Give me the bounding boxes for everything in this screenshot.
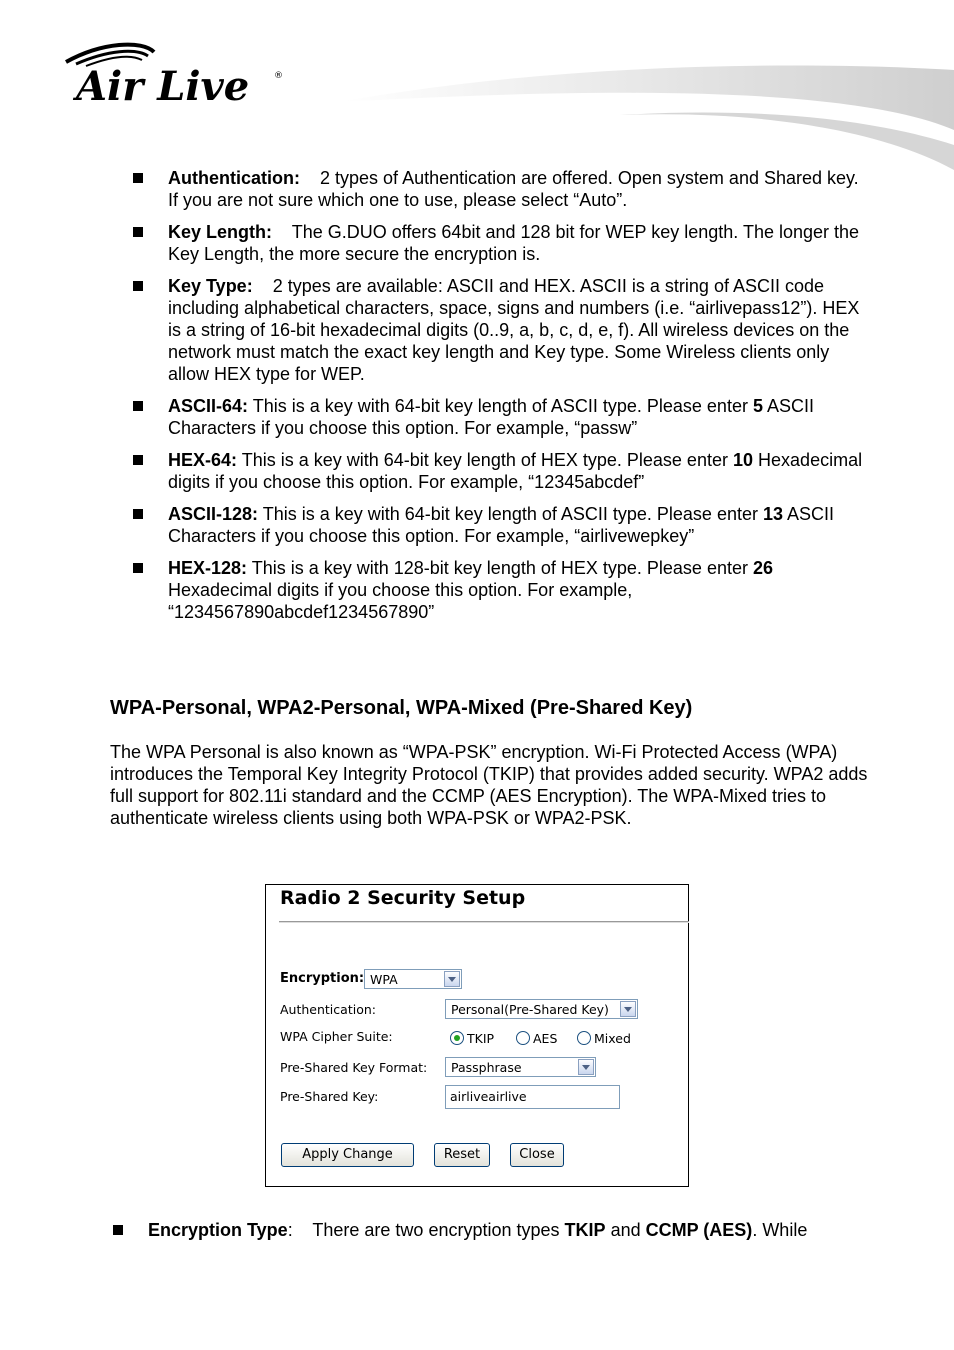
chevron-down-icon xyxy=(620,1001,636,1017)
bullet-square-icon xyxy=(133,509,143,519)
bullet-square-icon xyxy=(133,227,143,237)
cipher-aes-radio[interactable]: AES xyxy=(516,1031,557,1046)
reset-button[interactable]: Reset xyxy=(434,1143,490,1167)
apply-change-button[interactable]: Apply Change xyxy=(281,1143,414,1167)
radio-unchecked-icon xyxy=(577,1031,591,1045)
list-item: Authentication: 2 types of Authentication are offered. Open system and Shared key. If you are not sure which one to use, please select “Auto”. xyxy=(130,167,870,211)
bullet-square-icon xyxy=(133,563,143,573)
encryption-select[interactable]: WPA xyxy=(364,969,462,989)
section-heading: WPA-Personal, WPA2-Personal, WPA-Mixed (Pre-Shared Key) xyxy=(110,697,693,719)
wep-option-list xyxy=(130,167,870,633)
cipher-tkip-radio[interactable]: TKIP xyxy=(450,1031,494,1046)
bullet-square-icon xyxy=(133,281,143,291)
close-button[interactable]: Close xyxy=(510,1143,564,1167)
chevron-down-icon xyxy=(444,971,460,987)
section-paragraph: The WPA Personal is also known as “WPA-PSK” encryption. Wi-Fi Protected Access (WPA) introduces the Temporal Key Integrity Protocol (TKIP) that provides added security. WPA2 adds full support for 802.11i standard and the CCMP (AES Encryption). The WPA-Mixed tries to authenticate wireless clients using both WPA-PSK or WPA2-PSK. xyxy=(110,742,868,828)
list-item: ASCII-64: This is a key with 64-bit key length of ASCII type. Please enter 5 ASCII Characters if you choose this option. For example, “passw” xyxy=(130,395,870,439)
bullet-square-icon xyxy=(133,401,143,411)
list-item: HEX-128: This is a key with 128-bit key length of HEX type. Please enter 26 Hexadecimal digits if you choose this option. For example, “1234567890abcdef1234567890” xyxy=(130,557,870,623)
radio-checked-icon xyxy=(450,1031,464,1045)
authentication-select[interactable]: Personal(Pre-Shared Key) xyxy=(445,999,638,1019)
encryption-label: Encryption: xyxy=(280,971,365,986)
cipher-suite-label: WPA Cipher Suite: xyxy=(280,1029,393,1044)
setup-title: Radio 2 Security Setup xyxy=(280,887,526,909)
airlive-logo xyxy=(62,40,292,110)
encryption-type-item: Encryption Type: There are two encryption types TKIP and CCMP (AES). While xyxy=(110,1219,890,1241)
bullet-square-icon xyxy=(113,1225,123,1235)
list-item: Key Length: The G.DUO offers 64bit and 128 bit for WEP key length. The longer the Key Length, the more secure the encryption is. xyxy=(130,221,870,265)
trademark-mark: ® xyxy=(274,71,283,81)
psk-format-select[interactable]: Passphrase xyxy=(445,1057,596,1077)
psk-label: Pre-Shared Key: xyxy=(280,1089,379,1104)
chevron-down-icon xyxy=(578,1059,594,1075)
bullet-square-icon xyxy=(133,173,143,183)
divider xyxy=(279,921,689,923)
bullet-square-icon xyxy=(133,455,143,465)
list-item: Key Type: 2 types are available: ASCII and HEX. ASCII is a string of ASCII code including alphabetical characters, space, signs and numbers (i.e. “airlivepass12”). HEX is a string of 16-bit hexadecimal digits (0..9, a, b, c, d, e, f). All wireless devices on the network must match the exact key length and Key type. Some Wireless clients only allow HEX type for WEP. xyxy=(130,275,870,385)
radio-unchecked-icon xyxy=(516,1031,530,1045)
psk-format-label: Pre-Shared Key Format: xyxy=(280,1060,428,1075)
cipher-mixed-radio[interactable]: Mixed xyxy=(577,1031,631,1046)
list-item: HEX-64: This is a key with 64-bit key length of HEX type. Please enter 10 Hexadecimal digits if you choose this option. For example, “12345abcdef” xyxy=(130,449,870,493)
list-item: ASCII-128: This is a key with 64-bit key length of ASCII type. Please enter 13 ASCII Characters if you choose this option. For example, “airlivewepkey” xyxy=(130,503,870,547)
security-setup-screenshot xyxy=(265,884,689,1187)
authentication-label: Authentication: xyxy=(280,1002,376,1017)
header-swoosh xyxy=(340,60,954,180)
svg-text:Air Live: Air Live xyxy=(76,63,250,110)
psk-input[interactable]: airliveairlive xyxy=(445,1085,620,1109)
